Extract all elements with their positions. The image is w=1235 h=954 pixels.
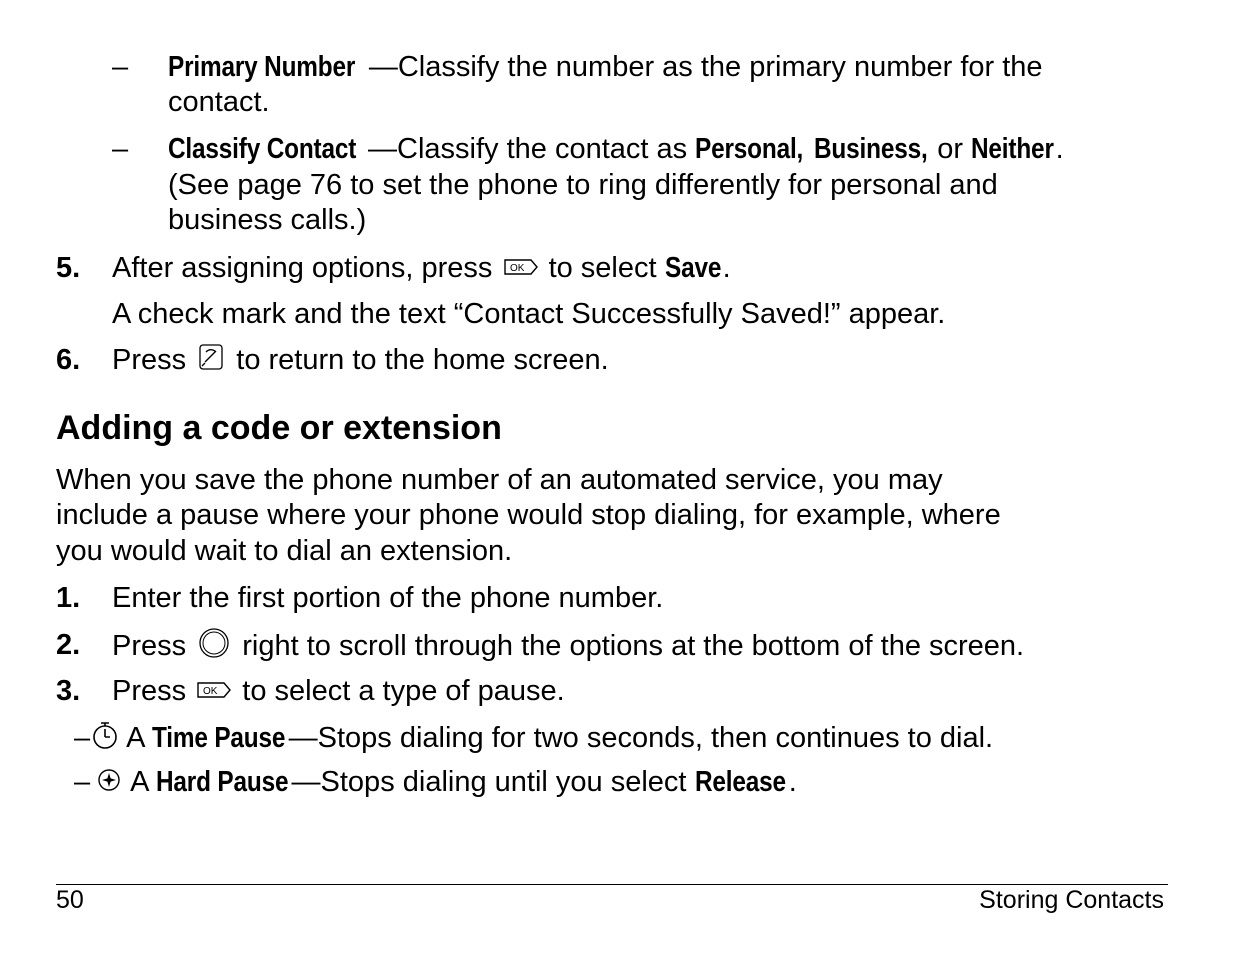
sub-item-dash: – [112, 133, 129, 165]
term-primary-number: Primary Number [168, 51, 356, 83]
option-personal: Personal, [695, 133, 804, 165]
svg-text:OK: OK [203, 686, 218, 698]
term-classify-contact: Classify Contact [168, 133, 357, 165]
period: . [788, 766, 797, 798]
term-hard-pause: Hard Pause [155, 766, 289, 798]
step-number: 3. [56, 675, 81, 707]
pause-article: A [130, 766, 156, 798]
sub-item-dash: – [112, 51, 129, 83]
svg-text:OK: OK [509, 263, 524, 275]
sub-item-text-cont: (See page 76 to set the phone to ring differently for personal and [168, 169, 998, 201]
hard-pause-icon [96, 765, 122, 801]
pause-text: —Stops dialing for two seconds, then continues to dial. [288, 722, 994, 755]
option-neither: Neither [971, 133, 1054, 165]
step-text: right to scroll through the options at the bottom of the screen. [242, 630, 1025, 663]
period: . [722, 252, 731, 284]
step-number: 1. [56, 582, 81, 614]
step-text: Press [112, 675, 187, 707]
step-note: A check mark and the text “Contact Successfully Saved!” appear. [112, 298, 946, 330]
footer-divider [56, 884, 1168, 885]
intro-line: include a pause where your phone would stop dialing, for example, where [56, 499, 1001, 531]
sub-item-text-cont: contact. [168, 86, 270, 118]
step-2 [112, 627, 1024, 668]
intro-line: When you save the phone number of an automated service, you may [56, 464, 943, 496]
pause-time [74, 720, 993, 759]
step-text: Press [112, 344, 187, 377]
target-release: Release [694, 766, 786, 798]
step-1: Enter the first portion of the phone number. [112, 582, 664, 614]
ok-key-icon [503, 251, 539, 287]
ok-key-icon [196, 674, 232, 710]
pause-dash: – [74, 722, 91, 755]
section-title: Storing Contacts [979, 886, 1164, 914]
step-text: Press [112, 630, 187, 663]
step-5 [112, 250, 731, 287]
step-3 [112, 673, 565, 710]
navigation-key-icon [196, 627, 232, 668]
sub-item-text: —Classify the contact as [368, 133, 696, 165]
intro-line: you would wait to dial an extension. [56, 535, 513, 567]
period: . [1055, 133, 1064, 165]
step-text: to select [548, 252, 657, 284]
pause-hard [74, 764, 797, 801]
sub-item-classify-contact [168, 131, 1064, 167]
sub-item-text: —Classify the number as the primary number for the [368, 51, 1043, 83]
end-call-key-icon [196, 342, 226, 381]
step-text: to return to the home screen. [236, 344, 609, 377]
section-heading: Adding a code or extension [56, 409, 502, 447]
option-business: Business, [813, 133, 928, 165]
page-number: 50 [56, 886, 84, 914]
step-number: 5. [56, 252, 81, 284]
step-6 [112, 342, 609, 381]
timer-icon [90, 720, 120, 759]
sub-item-primary-number [168, 49, 1043, 85]
step-text: to select a type of pause. [242, 675, 565, 707]
sub-item-text-cont: business calls.) [168, 204, 367, 236]
pause-text: —Stops dialing until you select [291, 766, 695, 798]
step-number: 6. [56, 344, 81, 376]
term-time-pause: Time Pause [151, 722, 286, 755]
pause-article: A [126, 722, 152, 755]
target-save: Save [664, 252, 721, 284]
pause-dash: – [74, 766, 91, 798]
step-text: After assigning options, press [112, 252, 493, 284]
step-number: 2. [56, 629, 81, 661]
or-text: or [929, 133, 972, 165]
